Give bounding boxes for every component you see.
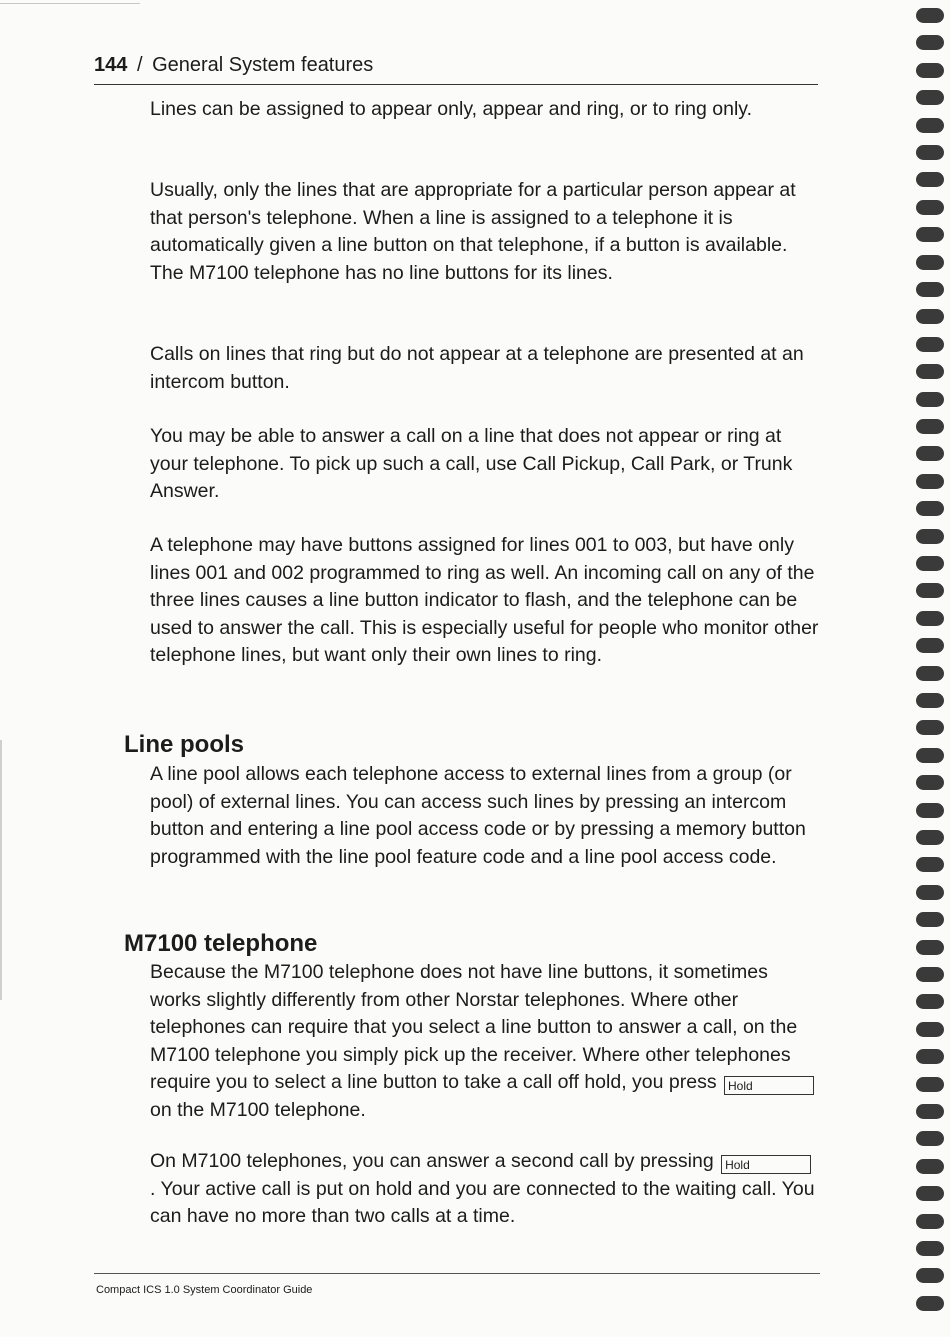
footer-divider — [94, 1273, 820, 1274]
page-edge-mark — [0, 3, 140, 4]
binding-hole — [916, 392, 944, 407]
binding-hole — [916, 1049, 944, 1064]
page-edge-shadow — [0, 740, 2, 1000]
page-header — [94, 52, 818, 85]
second-call-text-before-key: On M7100 telephones, you can answer a second call by pressing — [150, 1150, 714, 1172]
header-section-title: General System features — [152, 54, 374, 76]
binding-hole — [916, 529, 944, 544]
paragraph-m7100-hold — [150, 959, 820, 1124]
binding-hole — [916, 1077, 944, 1092]
binding-hole — [916, 638, 944, 653]
binding-hole — [916, 1131, 944, 1146]
footer-guide-title: Compact ICS 1.0 System Coordinator Guide — [96, 1284, 313, 1296]
binding-hole — [916, 583, 944, 598]
paragraph-line-appearance: Usually, only the lines that are appropriate for a particular person appear at that person's telephone. When a line is assigned to a telephone it is automatically given a line button on that telephone, if a button is available. The M7100 telephone has no line buttons for its lines. — [150, 179, 796, 284]
binding-hole — [916, 720, 944, 735]
binding-hole — [916, 446, 944, 461]
binding-hole — [916, 803, 944, 818]
hold-key-icon: Hold — [724, 1076, 814, 1095]
binding-hole — [916, 830, 944, 845]
binding-hole — [916, 419, 944, 434]
binding-hole — [916, 172, 944, 187]
binding-hole — [916, 611, 944, 626]
binding-hole — [916, 255, 944, 270]
binding-hole — [916, 693, 944, 708]
binding-hole — [916, 967, 944, 982]
binding-hole — [916, 63, 944, 78]
binding-hole — [916, 282, 944, 297]
binding-hole — [916, 118, 944, 133]
binding-hole — [916, 857, 944, 872]
binding-hole — [916, 1022, 944, 1037]
heading-m7100-telephone: M7100 telephone — [124, 930, 318, 957]
binding-hole — [916, 1214, 944, 1229]
binding-hole — [916, 885, 944, 900]
binding-hole — [916, 35, 944, 50]
binding-hole — [916, 227, 944, 242]
paragraph-ringing-example: A telephone may have buttons assigned for lines 001 to 003, but have only lines 001 and 002 programmed to ring as well. An incoming call on any of the three lines causes a line button indicator to flash, and the telephone can be used to answer the call. This is especially useful for people who monitor other telephone lines, but want only their own lines to ring. — [150, 534, 819, 666]
hold-key-icon: Hold — [721, 1155, 811, 1174]
second-call-text-after-key: . Your active call is put on hold and you are connected to the waiting call. You can have no more than two calls at a time. — [150, 1177, 815, 1227]
binding-hole — [916, 556, 944, 571]
page-number: 144 — [94, 54, 128, 76]
binding-hole — [916, 1104, 944, 1119]
spiral-binding — [916, 0, 946, 1337]
binding-hole — [916, 748, 944, 763]
binding-hole — [916, 8, 944, 23]
binding-hole — [916, 364, 944, 379]
header-separator: / — [136, 54, 143, 76]
paragraph-line-pools: A line pool allows each telephone access to external lines from a group (or pool) of external lines. You can access such lines by pressing an intercom button and entering a line pool access code or by pressing a memory button programmed with the line pool feature code and a line pool access code. — [150, 763, 806, 868]
binding-hole — [916, 1268, 944, 1283]
binding-hole — [916, 337, 944, 352]
binding-hole — [916, 90, 944, 105]
paragraph-answer-other-lines: You may be able to answer a call on a line that does not appear or ring at your telephone. To pick up such a call, use Call Pickup, Call Park, or Trunk Answer. — [150, 425, 793, 502]
paragraph-line-assignment: Lines can be assigned to appear only, appear and ring, or to ring only. — [150, 98, 753, 120]
binding-hole — [916, 1159, 944, 1174]
m7100-text-after-key: on the M7100 telephone. — [150, 1098, 366, 1121]
binding-hole — [916, 200, 944, 215]
binding-hole — [916, 501, 944, 516]
heading-line-pools: Line pools — [124, 731, 244, 758]
binding-hole — [916, 1241, 944, 1256]
binding-hole — [916, 474, 944, 489]
paragraph-intercom-calls: Calls on lines that ring but do not appear at a telephone are presented at an intercom button. — [150, 343, 804, 393]
binding-hole — [916, 309, 944, 324]
binding-hole — [916, 1296, 944, 1311]
binding-hole — [916, 912, 944, 927]
binding-hole — [916, 145, 944, 160]
binding-hole — [916, 940, 944, 955]
binding-hole — [916, 775, 944, 790]
binding-hole — [916, 994, 944, 1009]
binding-hole — [916, 666, 944, 681]
m7100-text-before-key: Because the M7100 telephone does not have line buttons, it sometimes works slightly differently from other Norstar telephones. Where other telephones can require that you select a line button to answer a call, on the M7100 telephone you simply pick up the receiver. Where other telephones require you to select a line button to take a call off hold, you press — [150, 961, 798, 1093]
binding-hole — [916, 1186, 944, 1201]
paragraph-second-call — [150, 1148, 820, 1231]
